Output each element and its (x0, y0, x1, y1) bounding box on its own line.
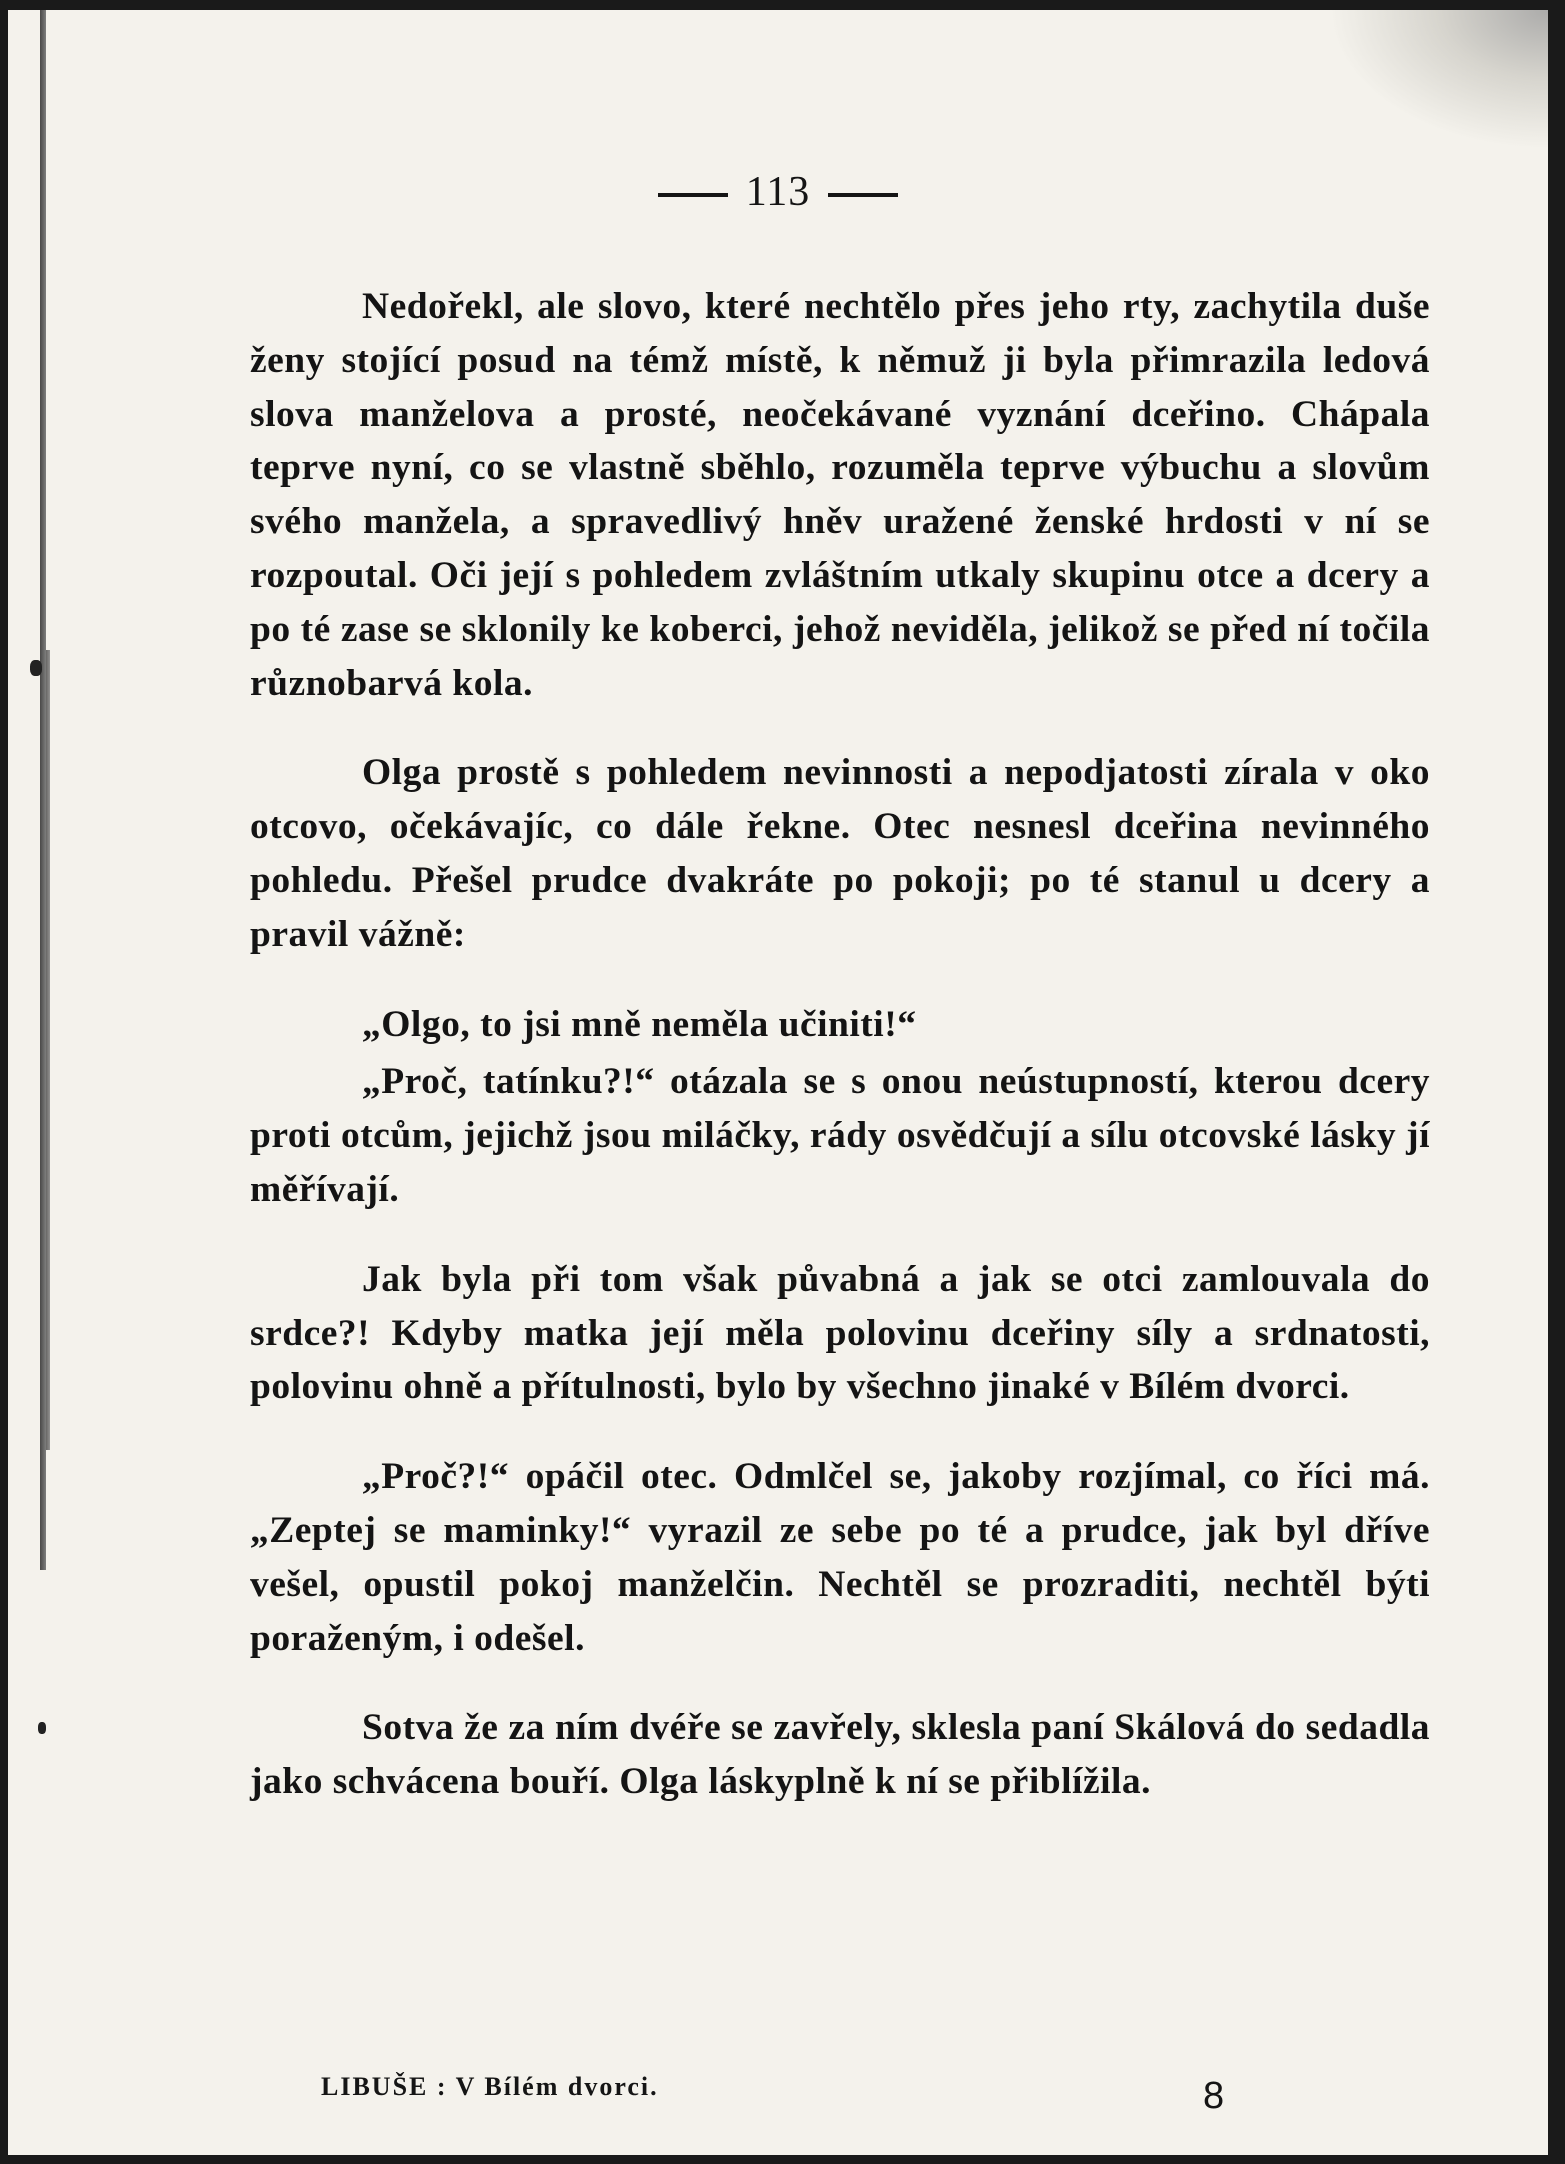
paragraph-dialogue: „Proč?!“ opáčil otec. Odmlčel se, jakoby rozjímal, co říci má. „Zeptej se maminky!“ vyrazil ze sebe po té a prudce, jak byl dříve vešel, opustil pokoj manželčin. Nechtěl se prozraditi, nechtěl býti poraženým, i odešel. (250, 1456, 1430, 1659)
paragraph-dialogue: „Olgo, to jsi mně neměla učiniti!“ (362, 1003, 917, 1045)
page-number: 113 (745, 169, 811, 215)
page-number-header (8, 168, 1548, 216)
book-page (8, 10, 1548, 2155)
body-text (250, 280, 1430, 1845)
paragraph: Sotva že za ním dvéře se zavřely, sklesla paní Skálová do sedadla jako schvácena bouří. Olga láskyplně k ní se přiblížila. (250, 1707, 1430, 1803)
ink-speck (38, 1722, 46, 1734)
binding-edge-shadow (46, 650, 50, 1450)
paragraph: Nedořekl, ale slovo, které nechtělo přes jeho rty, zachytila duše ženy stojící posud na témž místě, k němuž ji byla přimrazila ledová slova manželova a prosté, neočekávané vyznání dceřino. Chápala teprve nyní, co se vlastně sběhlo, rozuměla teprve výbuchu a slovům svého manžela, a spravedlivý hněv uražené ženské hrdosti v ní se rozpoutal. Oči její s pohledem zvláštním utkaly skupinu otce a dcery a po té zase se sklonily ke koberci, jehož neviděla, jelikož se před ní točila různobarvá kola. (250, 286, 1430, 704)
dash-left (658, 193, 728, 197)
paragraph: Jak byla při tom však půvabná a jak se otci zamlouvala do srdce?! Kdyby matka její měla polovinu dceřiny síly a srdnatosti, polovinu ohně a přítulnosti, bylo by všechno jinaké v Bílém dvorci. (250, 1258, 1430, 1408)
paragraph: Olga prostě s pohledem nevinnosti a nepodjatosti zírala v oko otcovo, očekávajíc, co dále řekne. Otec nesnesl dceřina nevinného pohledu. Přešel prudce dvakráte po pokoji; po té stanul u dcery a pravil vážně: (250, 752, 1430, 955)
ink-speck (30, 660, 42, 676)
dash-right (828, 193, 898, 197)
worn-corner (1328, 10, 1548, 150)
footer-signature: LIBUŠE : V Bílém dvorci. (321, 2072, 659, 2101)
footer-sheet-number: 8 (1203, 2075, 1225, 2117)
paragraph-dialogue: „Proč, tatínku?!“ otázala se s onou neústupností, kterou dcery proti otcům, jejichž jsou miláčky, rády osvědčují a sílu otcovské lásky jí měřívají. (250, 1061, 1430, 1210)
